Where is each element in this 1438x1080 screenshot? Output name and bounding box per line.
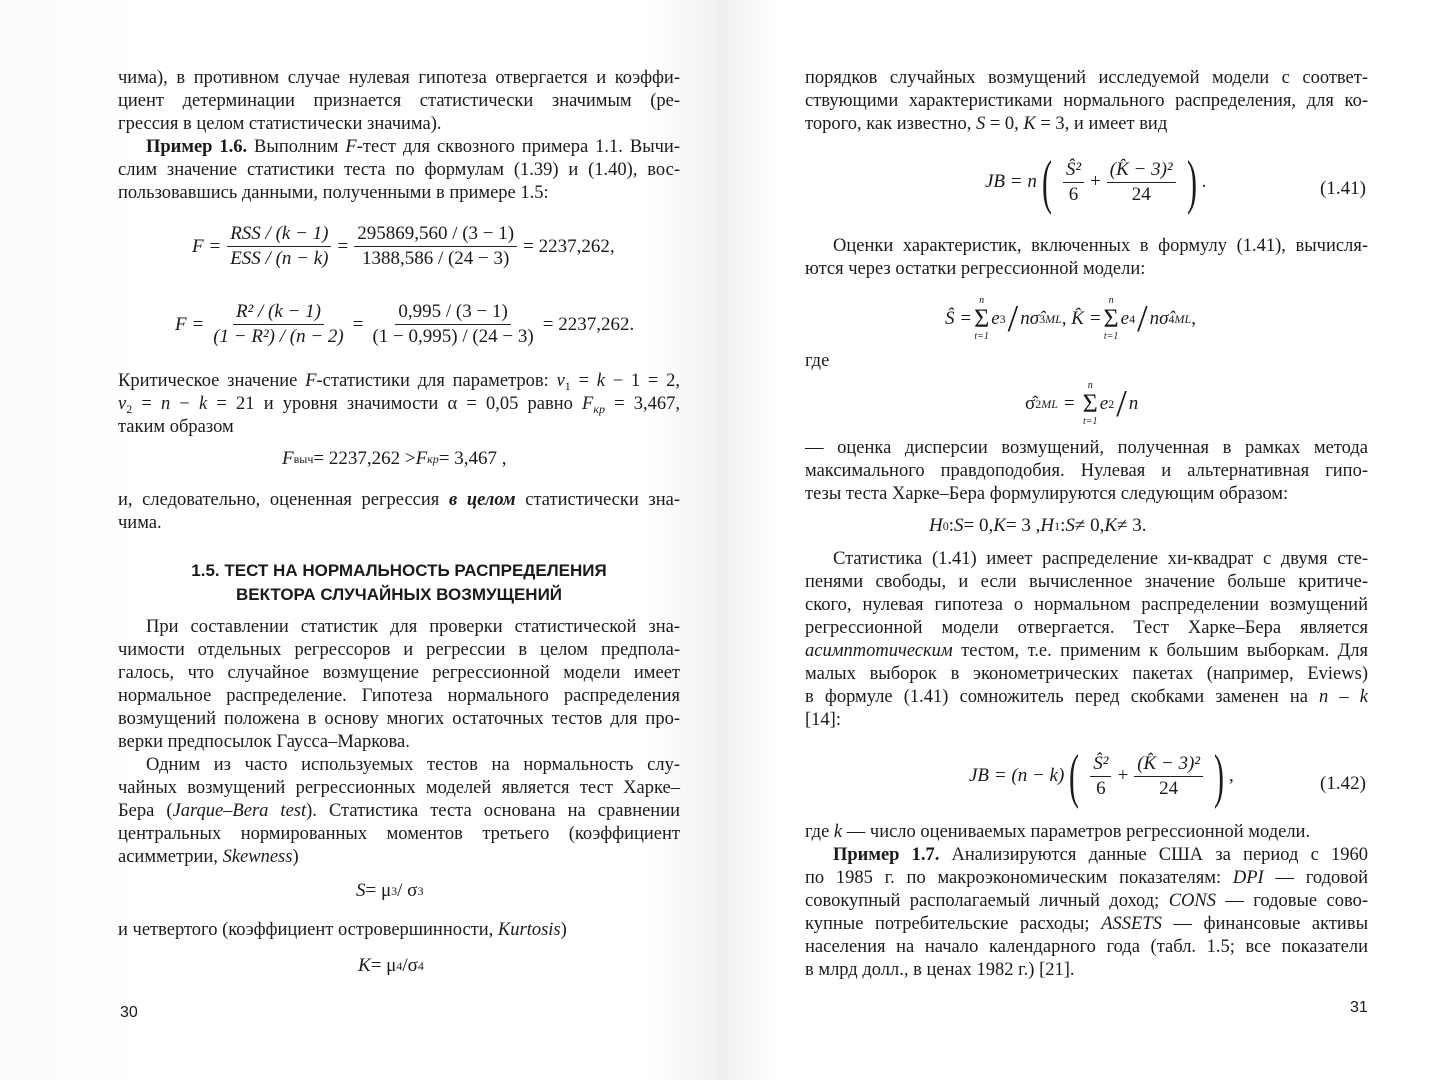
- power: 3: [999, 311, 1006, 326]
- divisor: nσ̂: [1020, 308, 1040, 329]
- text-run: /σ: [402, 955, 418, 976]
- text-run: — число оцениваемых параметров регрессионной модели.: [842, 822, 1311, 842]
- page-number: 31: [1350, 999, 1368, 1016]
- text-run: Бера (: [118, 801, 173, 821]
- text-run: n – k: [1319, 687, 1368, 707]
- text-run: торого, как известно,: [805, 114, 976, 134]
- text-run: ≠ 3.: [1117, 515, 1147, 536]
- paragraph: [118, 489, 680, 535]
- text-run: и четвертого (коэффициент островершинности,: [118, 920, 498, 940]
- formula-kurtosis: [358, 955, 424, 977]
- denominator: 6: [1096, 777, 1106, 799]
- text-run: асимптотическим: [805, 641, 953, 661]
- text-line: чима), в противном случае нулевая гипотеза отвергается и коэффи-: [118, 68, 680, 88]
- text-run: K: [358, 955, 371, 976]
- text-line: [805, 686, 1368, 709]
- paragraph: [805, 548, 1368, 732]
- text-run: Анализируются данные США за период с 1960: [939, 845, 1368, 865]
- paragraph: [118, 67, 680, 136]
- text-run: 3: [417, 883, 424, 898]
- formula-jb-small: [969, 743, 1234, 809]
- text-line: [805, 844, 1368, 867]
- text-run: H: [929, 515, 943, 536]
- denominator: (1 − R²) / (n − 2): [213, 326, 344, 347]
- text-run: / σ: [397, 880, 418, 901]
- text-run: ν: [556, 371, 565, 391]
- text-line: [14]:: [805, 710, 841, 730]
- formula-jb: [985, 149, 1207, 215]
- formula-f-compare: [282, 448, 507, 470]
- text-line: [805, 821, 1368, 844]
- text-line: циент детерминации признается статистически значимым (ре-: [118, 91, 680, 111]
- formula-f-r2: [175, 300, 634, 349]
- paragraph: [118, 370, 680, 439]
- text-run: = 3 ,: [1005, 515, 1041, 536]
- text-run: F: [305, 371, 317, 391]
- slash: /: [1116, 383, 1127, 425]
- plus: +: [1090, 171, 1101, 192]
- sum-upper: n: [979, 295, 985, 306]
- right-page: [719, 0, 1438, 1080]
- text-run: 0: [942, 518, 949, 533]
- text-line: Статистика (1.41) имеет распределение хи-квадрат с двумя сте-: [833, 549, 1368, 569]
- k-hat: , K̂ =: [1061, 308, 1102, 329]
- paragraph: [805, 821, 1368, 844]
- text-run: K: [993, 515, 1006, 536]
- text-run: где: [805, 822, 834, 842]
- text-run: S: [975, 114, 986, 134]
- text-line: таким образом: [118, 417, 234, 437]
- result: = 2237,262.: [542, 313, 635, 335]
- text-run: ν: [118, 394, 127, 414]
- text-run: − 1 = 2,: [604, 371, 681, 391]
- text-line: — оценка дисперсии возмущений, полученная в рамках метода: [805, 438, 1368, 458]
- text-run: = 0,: [963, 515, 994, 536]
- text-run: ). Статистика теста основана на сравнении: [306, 801, 681, 821]
- text-run: =: [132, 394, 161, 414]
- formula-sigma-ml: [1025, 380, 1138, 428]
- text-run: = μ: [370, 955, 397, 976]
- text-run: -статистики для параметров:: [316, 371, 557, 391]
- residual: e: [991, 308, 1000, 329]
- paragraph: [118, 919, 680, 942]
- denominator: ESS / (n − k): [230, 248, 329, 269]
- text-run: купные потребительские расходы;: [805, 914, 1102, 934]
- text-line: верки предпосылок Гаусса–Маркова.: [118, 732, 410, 752]
- text-run: по 1985 г. по макроэкономическим показателям:: [805, 868, 1233, 888]
- comma: ,: [1229, 765, 1234, 786]
- residual: e: [1099, 393, 1109, 414]
- power: 2: [1108, 396, 1115, 411]
- text-line: ются через остатки регрессионной модели:: [805, 259, 1146, 279]
- sigma-hat: σ̂: [1025, 393, 1036, 414]
- text-run: S: [954, 515, 964, 536]
- power: 4: [1168, 311, 1175, 326]
- residual: e: [1120, 308, 1130, 329]
- text-run: = 3,467,: [604, 394, 681, 414]
- text-run: выч: [293, 451, 314, 466]
- text-line: малых выборок в эконометрических пакетах (например, Eviews): [805, 664, 1368, 684]
- formula-lhs: JB = (n − k): [969, 765, 1065, 786]
- divisor: nσ̂: [1149, 308, 1169, 329]
- paragraph: [118, 754, 680, 869]
- text-run: в формуле (1.41) сомножитель перед скобками заменен на: [805, 687, 1320, 707]
- text-run: асимметрии,: [118, 847, 223, 867]
- text-run: = 2237,262 >: [313, 448, 416, 469]
- text-line: центральных нормированных моментов третьего (коэффициент: [118, 824, 680, 844]
- text-line: [805, 113, 1368, 136]
- text-run: кр: [427, 451, 439, 466]
- equals: =: [352, 313, 364, 335]
- paren-left: (: [1069, 743, 1080, 809]
- text-line: порядков случайных возмущений исследуемой модели с соответ-: [805, 68, 1368, 88]
- power: 4: [1129, 311, 1136, 326]
- text-line: регрессионной модели отвергается. Тест Харке–Бера является: [805, 618, 1368, 638]
- paragraph: [805, 235, 1368, 281]
- equals: =: [1063, 393, 1075, 414]
- equation-number: (1.42): [1320, 773, 1366, 794]
- text-run: в целом: [448, 490, 516, 510]
- text-line: чайных возмущений регрессионных моделей является тест Харке–: [118, 778, 680, 798]
- denominator: 24: [1159, 777, 1179, 799]
- subscript: ML: [1041, 396, 1058, 411]
- denominator: 1388,586 / (24 − 3): [361, 248, 510, 269]
- text-run: совокупный располагаемый личный доход;: [805, 891, 1169, 911]
- text-line: [118, 846, 680, 869]
- formula-skewness: [356, 880, 423, 902]
- text-line: тезы теста Харке–Бера формулируются следующим образом:: [805, 484, 1289, 504]
- numerator: Ŝ²: [1063, 158, 1084, 183]
- text-run: S: [356, 880, 366, 901]
- text-line: ствующими характеристиками нормального распределения, для ко-: [805, 91, 1368, 111]
- text-run: H: [1040, 515, 1055, 536]
- text-line: ского, нулевая гипотеза о нормальном распределении возмущений: [805, 595, 1368, 615]
- text-line: галось, что случайное возмущение регрессионной модели имеет: [118, 663, 680, 683]
- numerator: (K̂ − 3)²: [1107, 158, 1176, 183]
- text-run: K: [1023, 114, 1036, 134]
- formula-lhs: JB = n: [985, 171, 1037, 192]
- denominator: 6: [1068, 183, 1079, 205]
- text-line: пользовавшись данными, полученными в примере 1.5:: [118, 183, 549, 203]
- text-run: 2: [126, 402, 133, 416]
- text-run: кр: [593, 402, 605, 416]
- sum-icon: n Σ t=1: [1082, 380, 1098, 427]
- text-run: тестом, т.е. применим к большим выборкам. Для: [952, 641, 1368, 661]
- text-line: [805, 640, 1368, 663]
- denominator: (1 − 0,995) / (24 − 3): [372, 326, 534, 347]
- text-line: пенями свободы, и если вычисленное значение больше критиче-: [805, 572, 1368, 592]
- text-line: чима.: [118, 513, 162, 533]
- text-run: CONS: [1168, 891, 1216, 911]
- text-line: чимости отдельных регрессоров и регрессии в целом предпола-: [118, 640, 680, 660]
- numerator: RSS / (k − 1): [227, 222, 331, 247]
- text-run: = 0,: [985, 114, 1024, 134]
- text-line: максимального правдоподобия. Нулевая и альтернативная гипо-: [805, 461, 1368, 481]
- sum-upper: n: [1087, 380, 1093, 391]
- numerator: 0,995 / (3 − 1): [395, 300, 510, 325]
- sum-lower: t=1: [1082, 416, 1098, 427]
- text-run: F: [415, 448, 428, 469]
- text-run: — годовые сово-: [1216, 891, 1368, 911]
- text-line: [805, 913, 1368, 936]
- text-run: — финансовые активы: [1161, 914, 1368, 934]
- text-run: = μ: [365, 880, 392, 901]
- text-run: -тест для сквозного примера 1.1. Вычи-: [356, 137, 680, 157]
- power: 2: [1035, 396, 1042, 411]
- heading-line: 1.5. ТЕСТ НА НОРМАЛЬНОСТЬ РАСПРЕДЕЛЕНИЯ: [191, 561, 607, 580]
- text-run: =: [570, 371, 597, 391]
- formula-hypotheses: [929, 515, 1146, 537]
- text-line: [805, 867, 1368, 890]
- text-line: возмущений положена в основу многих остаточных тестов для про-: [118, 709, 680, 729]
- page-number: 30: [120, 1004, 138, 1021]
- text-line: [805, 890, 1368, 913]
- text-line: нормальное распределение. Гипотеза нормального распределения: [118, 686, 680, 706]
- text-line: [118, 800, 680, 823]
- sum-icon: n Σ t=1: [974, 295, 990, 342]
- text-line: слим значение статистики теста по формулам (1.39) и (1.40), вос-: [118, 160, 680, 180]
- paragraph: [805, 67, 1368, 136]
- text-run: и, следовательно, оцененная регрессия: [118, 490, 449, 510]
- paren-right: ): [1186, 149, 1197, 215]
- example-1-6-paragraph: [118, 136, 680, 205]
- text-run: F: [282, 448, 294, 469]
- comma: ,: [1191, 308, 1196, 329]
- text-run: = 3, и имеет вид: [1035, 114, 1168, 134]
- text-run: Пример 1.7.: [833, 845, 940, 865]
- text-run: ≠ 0,: [1074, 515, 1105, 536]
- text-line: Оценки характеристик, включенных в формулу (1.41), вычисля-: [833, 236, 1368, 256]
- sum-lower: t=1: [1103, 331, 1119, 342]
- paren-left: (: [1041, 149, 1052, 215]
- text-gde: где: [805, 351, 830, 371]
- text-run: Skewness: [222, 847, 293, 867]
- text-run: K: [1104, 515, 1118, 536]
- text-run: 1: [564, 379, 571, 393]
- text-run: — годовой: [1263, 868, 1368, 888]
- period: .: [1201, 171, 1207, 192]
- text-run: Kurtosis: [497, 920, 561, 940]
- text-run: статистически зна-: [515, 490, 680, 510]
- subscript: ML: [1045, 311, 1062, 326]
- text-line: грессия в целом статистически значима).: [118, 114, 442, 134]
- text-line: При составлении статистик для проверки статистической зна-: [146, 617, 680, 637]
- formula-lhs: F =: [192, 235, 222, 257]
- text-run: ): [560, 920, 567, 940]
- text-line: [118, 489, 680, 512]
- numerator: Ŝ²: [1090, 752, 1111, 777]
- heading-line: ВЕКТОРА СЛУЧАЙНЫХ ВОЗМУЩЕНИЙ: [235, 585, 563, 604]
- numerator: (K̂ − 3)²: [1134, 752, 1203, 777]
- text-run: k: [199, 394, 208, 414]
- text-run: :: [1060, 515, 1066, 536]
- text-run: Jarque–Bera test: [172, 801, 307, 821]
- n: n: [1128, 393, 1139, 414]
- paragraph: [805, 437, 1368, 506]
- s-hat: Ŝ =: [945, 308, 973, 329]
- denominator: 24: [1131, 183, 1151, 205]
- slash: /: [1007, 298, 1019, 340]
- text-run: DPI: [1232, 868, 1264, 888]
- example-1-7-paragraph: [805, 844, 1368, 982]
- text-run: Пример 1.6.: [146, 137, 248, 157]
- text-run: k: [596, 371, 605, 391]
- subscript: ML: [1174, 311, 1192, 326]
- slash: /: [1137, 298, 1148, 340]
- text-line: Одним из часто используемых тестов на нормальность слу-: [146, 755, 680, 775]
- text-run: n: [161, 394, 171, 414]
- text-run: k: [833, 822, 843, 842]
- text-run: −: [170, 394, 200, 414]
- text-line: [118, 370, 680, 393]
- text-run: = 3,467 ,: [438, 448, 507, 469]
- text-run: ): [292, 847, 299, 867]
- equation-number: (1.41): [1320, 178, 1366, 199]
- text-line: [118, 919, 680, 942]
- power: 3: [1039, 311, 1046, 326]
- paren-right: ): [1214, 743, 1225, 809]
- formula-lhs: F =: [175, 313, 205, 335]
- paragraph: [118, 616, 680, 754]
- text-run: = 21 и уровня значимости α = 0,05 равно: [207, 394, 583, 414]
- sum-lower: t=1: [974, 331, 989, 342]
- text-run: S: [1065, 515, 1075, 536]
- numerator: 295869,560 / (3 − 1): [354, 222, 517, 247]
- text-run: 4: [417, 958, 424, 973]
- sum-icon: n Σ t=1: [1103, 295, 1119, 342]
- text-run: 4: [396, 958, 403, 973]
- sum-upper: n: [1108, 295, 1114, 306]
- text-line: [118, 393, 680, 416]
- text-run: F: [345, 137, 357, 157]
- text-run: Выполним: [247, 137, 346, 157]
- numerator: R² / (k − 1): [233, 300, 324, 325]
- text-run: F: [582, 394, 594, 414]
- plus: +: [1117, 765, 1129, 786]
- section-heading: [118, 559, 680, 607]
- equals: =: [337, 235, 349, 257]
- text-run: 1: [1054, 518, 1061, 533]
- formula-s-k-estimates: [945, 295, 1196, 343]
- text-run: ASSETS: [1101, 914, 1162, 934]
- text-run: 3: [391, 883, 398, 898]
- text-line: в млрд долл., в ценах 1982 г.) [21].: [805, 960, 1075, 980]
- text-line: населения на начало календарного года (табл. 1.5; все показатели: [805, 937, 1368, 957]
- formula-f-rss: [192, 222, 615, 271]
- result: = 2237,262,: [523, 235, 615, 257]
- text-run: Критическое значение: [118, 371, 306, 391]
- text-line: [118, 136, 680, 159]
- text-run: :: [948, 515, 955, 536]
